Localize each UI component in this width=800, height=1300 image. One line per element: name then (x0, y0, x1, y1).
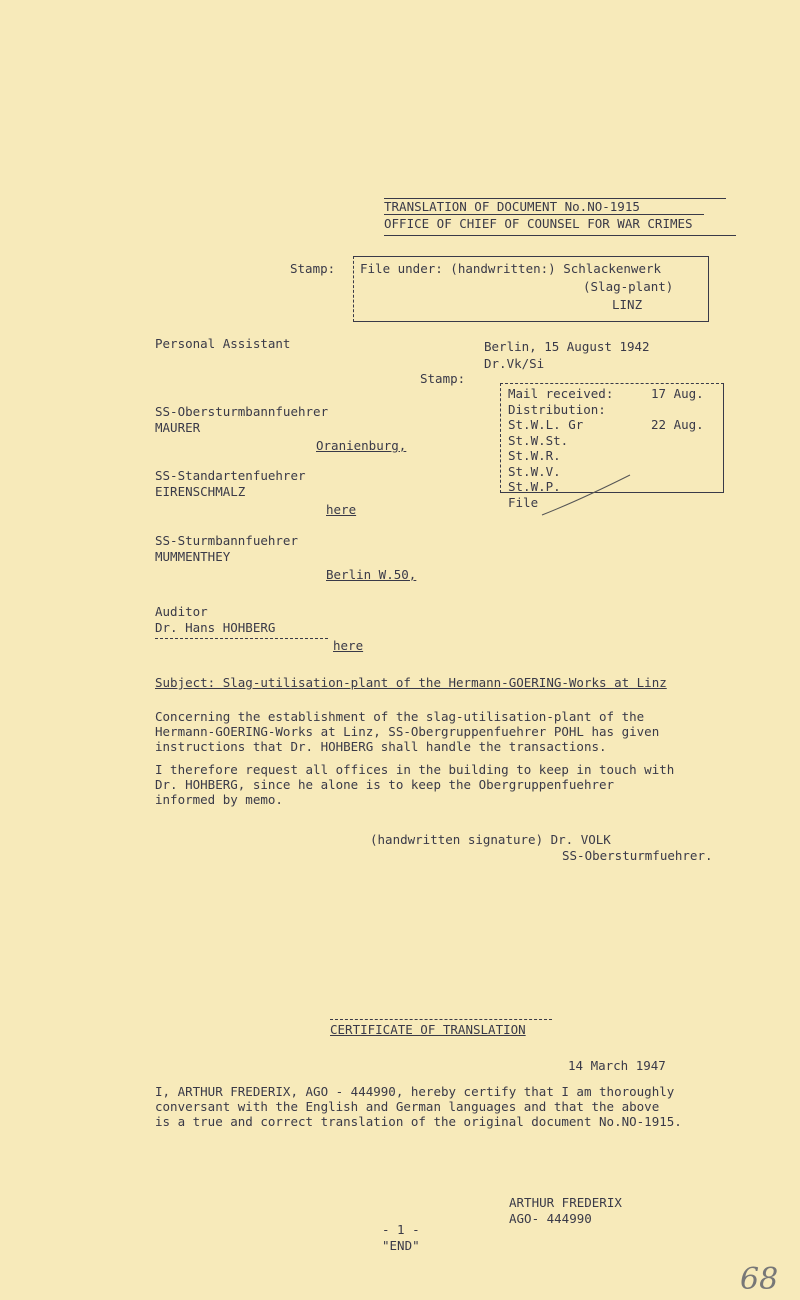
sender-title: Personal Assistant (155, 336, 291, 351)
header-line2: OFFICE OF CHIEF OF COUNSEL FOR WAR CRIMES (384, 216, 693, 231)
recipient-3-name: MUMMENTHEY (155, 549, 231, 564)
header-bottom-rule (384, 235, 736, 236)
recipient-1-name: MAURER (155, 420, 201, 435)
mail-stamp-row-label: St.W.R. (508, 448, 561, 463)
mail-stamp-row-label: St.W.L. Gr (508, 417, 584, 432)
file-stamp-label: Stamp: (290, 261, 336, 276)
end-marker: "END" (382, 1238, 420, 1253)
mail-stamp-row-label: St.W.V. (508, 463, 561, 479)
recipient-4-place: here (333, 638, 364, 653)
page-number: - 1 - (382, 1222, 420, 1237)
recipient-1-place: Oranienburg, (316, 438, 407, 453)
header-line1: TRANSLATION OF DOCUMENT No.NO-1915 (384, 199, 640, 214)
stamp-pen-stroke (540, 470, 640, 520)
recipient-4-name: Dr. Hans HOHBERG (155, 620, 276, 635)
place-date: Berlin, 15 August 1942 (484, 339, 650, 354)
file-stamp-line2: (Slag-plant) (583, 279, 674, 294)
signature-line1: (handwritten signature) Dr. VOLK (370, 832, 611, 847)
body-paragraph-1: Concerning the establishment of the slag-utilisation-plant of the Hermann-GOERING-Works at Linz, SS-Obergruppenfuehrer POHL has given instructions that Dr. HOHBERG shall handle the transactions. (155, 709, 660, 754)
mail-stamp-row-label: St.W.P. (508, 479, 561, 494)
recipient-4-rule (155, 638, 328, 639)
mail-stamp-row-label: Distribution: (508, 401, 606, 417)
certificate-id: AGO- 444990 (509, 1211, 592, 1226)
certificate-name: ARTHUR FREDERIX (509, 1195, 622, 1210)
signature-line2: SS-Obersturmfuehrer. (562, 848, 713, 863)
recipient-2-name: EIRENSCHMALZ (155, 484, 246, 499)
recipient-3-place: Berlin W.50, (326, 567, 417, 582)
certificate-text: I, ARTHUR FREDERIX, AGO - 444990, hereby certify that I am thoroughly conversant with the English and German languages and that the above is a true and correct translation of the original document No.NO-1915. (155, 1084, 682, 1129)
file-stamp-line1: File under: (handwritten:) Schlackenwerk (360, 261, 662, 276)
recipient-1-rank: SS-Obersturmbannfuehrer (155, 404, 329, 419)
subject-line: Subject: Slag-utilisation-plant of the Hermann-GOERING-Works at Linz (155, 675, 667, 690)
mail-stamp-row-label: St.W.St. (508, 432, 569, 448)
certificate-title: CERTIFICATE OF TRANSLATION (330, 1022, 526, 1037)
recipient-3-rank: SS-Sturmbannfuehrer (155, 533, 298, 548)
body-paragraph-2: I therefore request all offices in the building to keep in touch with Dr. HOHBERG, since he alone is to keep the Obergruppenfuehrer informed by memo. (155, 762, 675, 807)
handwritten-page-mark: 68 (740, 1262, 779, 1297)
certificate-top-rule (330, 1019, 552, 1020)
file-stamp-line3: LINZ (612, 297, 643, 312)
header-mid-rule (384, 214, 704, 215)
mail-stamp-row-label: Mail received: (508, 386, 614, 401)
certificate-date: 14 March 1947 (568, 1058, 666, 1073)
mail-stamp-label: Stamp: (420, 371, 466, 386)
recipient-2-rank: SS-Standartenfuehrer (155, 468, 306, 483)
mail-stamp-row-date: 17 Aug. (651, 386, 704, 401)
recipient-4-rank: Auditor (155, 604, 208, 619)
recipient-2-place: here (326, 502, 357, 517)
header-top-rule (384, 198, 726, 199)
mail-stamp-row-label: File (508, 494, 539, 510)
reference: Dr.Vk/Si (484, 356, 545, 371)
mail-stamp-row-date: 22 Aug. (651, 417, 704, 432)
